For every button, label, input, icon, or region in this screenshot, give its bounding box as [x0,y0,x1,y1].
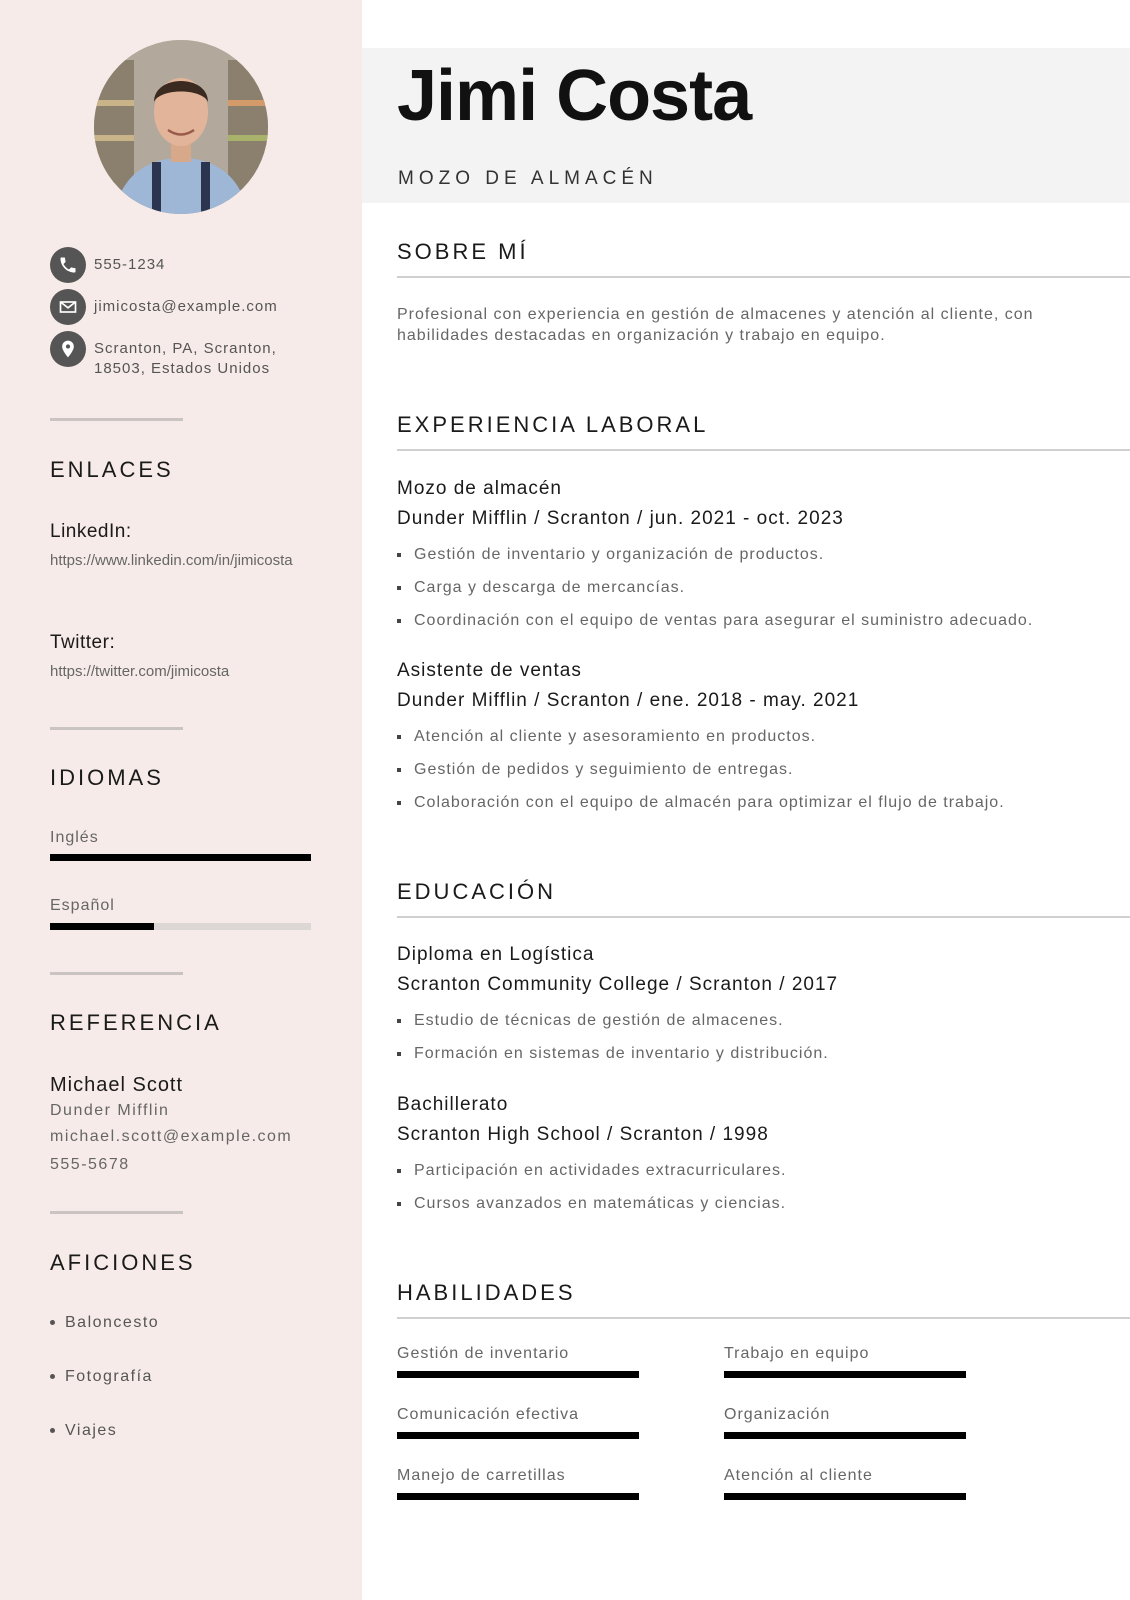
job-title: MOZO DE ALMACÉN [398,168,658,189]
main-content [362,0,1130,1600]
hobbies-heading: AFICIONES [50,1250,196,1275]
skill-label: Comunicación efectiva [397,1406,579,1423]
skill-label: Organización [724,1406,831,1423]
skill-bar [724,1493,966,1500]
language-spanish-fill [50,923,154,930]
person-photo-icon [94,40,268,214]
language-spanish-label: Español [50,897,115,914]
links-heading: ENLACES [50,457,174,482]
education-bullet [397,1195,786,1213]
contact-phone [50,247,165,283]
skill-label: Gestión de inventario [397,1345,570,1362]
skill-fill [397,1432,639,1439]
contact-address [50,331,277,379]
skill-label: Trabajo en equipo [724,1345,870,1362]
address-line-2: 18503, Estados Unidos [94,360,271,377]
education-bullet [397,1012,784,1030]
skill-bar [724,1432,966,1439]
language-english-fill [50,854,311,861]
skill-bar [397,1493,639,1500]
twitter-label: Twitter: [50,632,116,653]
bullet-text: Coordinación con el equipo de ventas para asegurar el suministro adecuado. [414,612,1034,629]
job-role: Mozo de almacén [397,478,562,499]
job-detail: Dunder Mifflin / Scranton / ene. 2018 - may. 2021 [397,690,860,711]
language-english-bar [50,854,311,861]
about-heading: SOBRE MÍ [397,239,529,264]
bullet-text: Estudio de técnicas de gestión de almacenes. [414,1012,784,1029]
bullet-text: Participación en actividades extracurriculares. [414,1162,787,1179]
skill-bar [397,1432,639,1439]
language-spanish-bar [50,923,311,930]
skill-fill [724,1432,966,1439]
job-bullet [397,546,824,564]
linkedin-label: LinkedIn: [50,521,132,542]
hobby-item [50,1314,159,1332]
email-link[interactable]: jimicosta@example.com [94,298,278,315]
education-heading: EDUCACIÓN [397,879,557,904]
education-detail: Scranton Community College / Scranton / 2017 [397,974,839,995]
section-rule [397,916,1130,918]
job-detail: Dunder Mifflin / Scranton / jun. 2021 - oct. 2023 [397,508,844,529]
job-bullet [397,579,685,597]
job-bullet [397,728,816,746]
bullet-text: Carga y descarga de mercancías. [414,579,686,596]
skill-fill [397,1493,639,1500]
location-pin-icon [50,331,86,367]
section-rule [397,276,1130,278]
job-bullet [397,761,793,779]
phone-text: 555-1234 [94,256,166,273]
divider [50,1211,183,1214]
skill-fill [724,1371,966,1378]
candidate-name: Jimi Costa [397,56,752,136]
job-bullet [397,612,1033,630]
language-english-label: Inglés [50,829,99,846]
skill-fill [724,1493,966,1500]
skill-fill [397,1371,639,1378]
bullet-text: Formación en sistemas de inventario y distribución. [414,1045,829,1062]
hobby-label: Baloncesto [65,1314,160,1331]
reference-email[interactable]: michael.scott@example.com [50,1128,293,1145]
phone-icon [50,247,86,283]
education-degree: Diploma en Logística [397,944,595,965]
skill-bar [397,1371,639,1378]
address-line-1: Scranton, PA, Scranton, [94,340,277,357]
skill-label: Atención al cliente [724,1467,873,1484]
education-bullet [397,1045,829,1063]
hobby-item [50,1422,117,1440]
bullet-text: Cursos avanzados en matemáticas y ciencias. [414,1195,787,1212]
bullet-text: Gestión de pedidos y seguimiento de entregas. [414,761,794,778]
experience-heading: EXPERIENCIA LABORAL [397,412,709,437]
hobby-label: Viajes [65,1422,118,1439]
education-detail: Scranton High School / Scranton / 1998 [397,1124,769,1145]
section-rule [397,449,1130,451]
languages-heading: IDIOMAS [50,765,164,790]
divider [50,972,183,975]
bullet-text: Atención al cliente y asesoramiento en productos. [414,728,817,745]
hobby-label: Fotografía [65,1368,153,1385]
mail-icon [50,289,86,325]
address-text [94,331,277,379]
education-degree: Bachillerato [397,1094,509,1115]
reference-heading: REFERENCIA [50,1010,222,1035]
linkedin-link[interactable]: https://www.linkedin.com/in/jimicosta [50,552,293,569]
divider [50,727,183,730]
education-bullet [397,1162,786,1180]
job-bullet [397,794,1005,812]
skills-heading: HABILIDADES [397,1280,576,1305]
skill-bar [724,1371,966,1378]
about-text: Profesional con experiencia en gestión de almacenes y atención al cliente, con habilidades destacadas en organización y trabajo en equipo. [397,306,1034,344]
skill-label: Manejo de carretillas [397,1467,566,1484]
reference-name: Michael Scott [50,1074,184,1096]
divider [50,418,183,421]
job-role: Asistente de ventas [397,660,582,681]
bullet-text: Gestión de inventario y organización de productos. [414,546,825,563]
bullet-text: Colaboración con el equipo de almacén para optimizar el flujo de trabajo. [414,794,1005,811]
avatar [94,40,268,214]
reference-phone: 555-5678 [50,1156,130,1173]
sidebar [0,0,362,1600]
hobby-item [50,1368,153,1386]
reference-company: Dunder Mifflin [50,1102,170,1119]
twitter-link[interactable]: https://twitter.com/jimicosta [50,663,230,680]
contact-email [50,289,278,325]
section-rule [397,1317,1130,1319]
